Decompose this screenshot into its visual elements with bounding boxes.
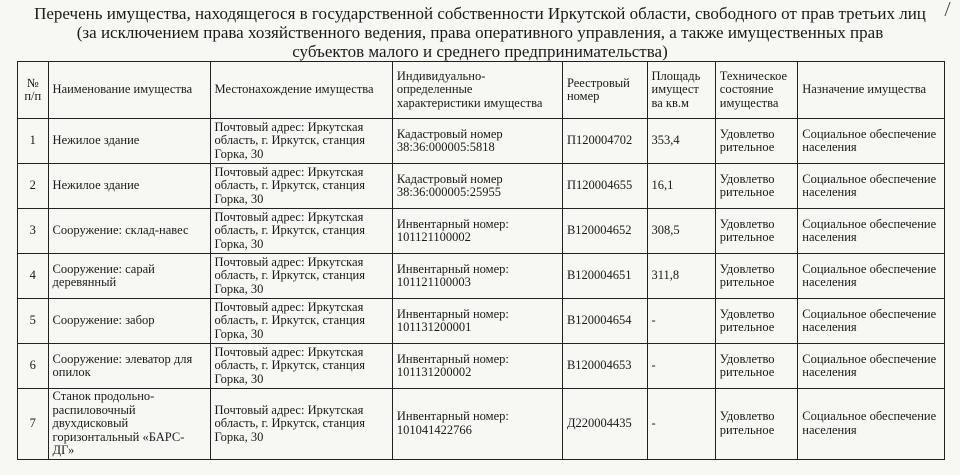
cell-characteristics: Кадастровый номер 38:36:000005:25955 — [392, 164, 562, 209]
cell-registry: В120004654 — [562, 299, 647, 344]
cell-condition: Удовлетво рительное — [715, 344, 798, 389]
cell-characteristics: Инвентарный номер: 101121100002 — [392, 209, 562, 254]
cell-purpose: Социальное обеспечение населения — [798, 299, 945, 344]
cell-condition: Удовлетво рительное — [715, 119, 798, 164]
header-purpose: Назначение имущества — [798, 62, 945, 119]
cell-purpose: Социальное обеспечение населения — [798, 254, 945, 299]
table-row — [18, 299, 945, 344]
header-condition: Техническое состояние имущества — [715, 62, 798, 119]
header-registry: Реестровый номер — [562, 62, 647, 119]
cell-name: Сооружение: забор — [48, 299, 210, 344]
cell-location: Почтовый адрес: Иркутская область, г. Иркутск, станция Горка, 30 — [210, 119, 392, 164]
header-characteristics: Индивидуально-определенные характеристики имущества — [392, 62, 562, 119]
cell-name: Нежилое здание — [48, 119, 210, 164]
cell-condition: Удовлетво рительное — [715, 209, 798, 254]
cell-condition: Удовлетво рительное — [715, 299, 798, 344]
table-row — [18, 254, 945, 299]
cell-name: Сооружение: сарай деревянный — [48, 254, 210, 299]
cell-name: Нежилое здание — [48, 164, 210, 209]
cell-purpose: Социальное обеспечение населения — [798, 389, 945, 460]
cell-purpose: Социальное обеспечение населения — [798, 209, 945, 254]
cell-condition: Удовлетво рительное — [715, 164, 798, 209]
document-title — [0, 0, 960, 61]
cell-location: Почтовый адрес: Иркутская область, г. Иркутск, станция Горка, 30 — [210, 164, 392, 209]
table-header-row — [18, 62, 945, 119]
cell-registry: В120004653 — [562, 344, 647, 389]
header-num: № п/п — [18, 62, 49, 119]
cell-characteristics: Инвентарный номер: 101041422766 — [392, 389, 562, 460]
cell-num: 3 — [18, 209, 49, 254]
cell-characteristics: Инвентарный номер: 101131200001 — [392, 299, 562, 344]
cell-registry: В120004651 — [562, 254, 647, 299]
cell-num: 6 — [18, 344, 49, 389]
cell-area: 311,8 — [647, 254, 715, 299]
cell-characteristics: Кадастровый номер 38:36:000005:5818 — [392, 119, 562, 164]
title-line-3: субъектов малого и среднего предпринимательства) — [292, 42, 668, 61]
cell-characteristics: Инвентарный номер: 101121100003 — [392, 254, 562, 299]
table-row — [18, 119, 945, 164]
cell-area: 308,5 — [647, 209, 715, 254]
cell-location: Почтовый адрес: Иркутская область, г. Иркутск, станция Горка, 30 — [210, 209, 392, 254]
cell-num: 5 — [18, 299, 49, 344]
cell-num: 2 — [18, 164, 49, 209]
cell-condition: Удовлетво рительное — [715, 389, 798, 460]
cell-condition: Удовлетво рительное — [715, 254, 798, 299]
cell-area: 353,4 — [647, 119, 715, 164]
header-location: Местонахождение имущества — [210, 62, 392, 119]
cell-num: 1 — [18, 119, 49, 164]
cell-location: Почтовый адрес: Иркутская область, г. Иркутск, станция Горка, 30 — [210, 299, 392, 344]
cell-location: Почтовый адрес: Иркутская область, г. Иркутск, станция Горка, 30 — [210, 389, 392, 460]
table-row — [18, 164, 945, 209]
cell-area: - — [647, 299, 715, 344]
cell-characteristics: Инвентарный номер: 101131200002 — [392, 344, 562, 389]
cell-area: 16,1 — [647, 164, 715, 209]
title-line-2: (за исключением права хозяйственного ведения, права оперативного управления, а также имущественных прав — [76, 23, 884, 42]
cell-purpose: Социальное обеспечение населения — [798, 119, 945, 164]
property-table — [17, 61, 945, 460]
cell-location: Почтовый адрес: Иркутская область, г. Иркутск, станция Горка, 30 — [210, 344, 392, 389]
cell-num: 7 — [18, 389, 49, 460]
table-row — [18, 344, 945, 389]
cell-area: - — [647, 344, 715, 389]
cell-name: Сооружение: склад-навес — [48, 209, 210, 254]
cell-location: Почтовый адрес: Иркутская область, г. Иркутск, станция Горка, 30 — [210, 254, 392, 299]
header-name: Наименование имущества — [48, 62, 210, 119]
header-area: Площадь имущест ва кв.м — [647, 62, 715, 119]
cell-purpose: Социальное обеспечение населения — [798, 344, 945, 389]
cell-purpose: Социальное обеспечение населения — [798, 164, 945, 209]
cell-registry: Д220004435 — [562, 389, 647, 460]
cell-registry: В120004652 — [562, 209, 647, 254]
cell-area: - — [647, 389, 715, 460]
table-row — [18, 209, 945, 254]
title-line-1: Перечень имущества, находящегося в государственной собственности Иркутской области, свободного от прав третьих лиц — [34, 4, 926, 23]
cell-registry: П120004702 — [562, 119, 647, 164]
table-row — [18, 389, 945, 460]
cell-num: 4 — [18, 254, 49, 299]
cell-name: Сооружение: элеватор для опилок — [48, 344, 210, 389]
cell-name: Станок продольно-распиловочный двухдисковый горизонтальный «БАРС-ДГ» — [48, 389, 210, 460]
cell-registry: П120004655 — [562, 164, 647, 209]
